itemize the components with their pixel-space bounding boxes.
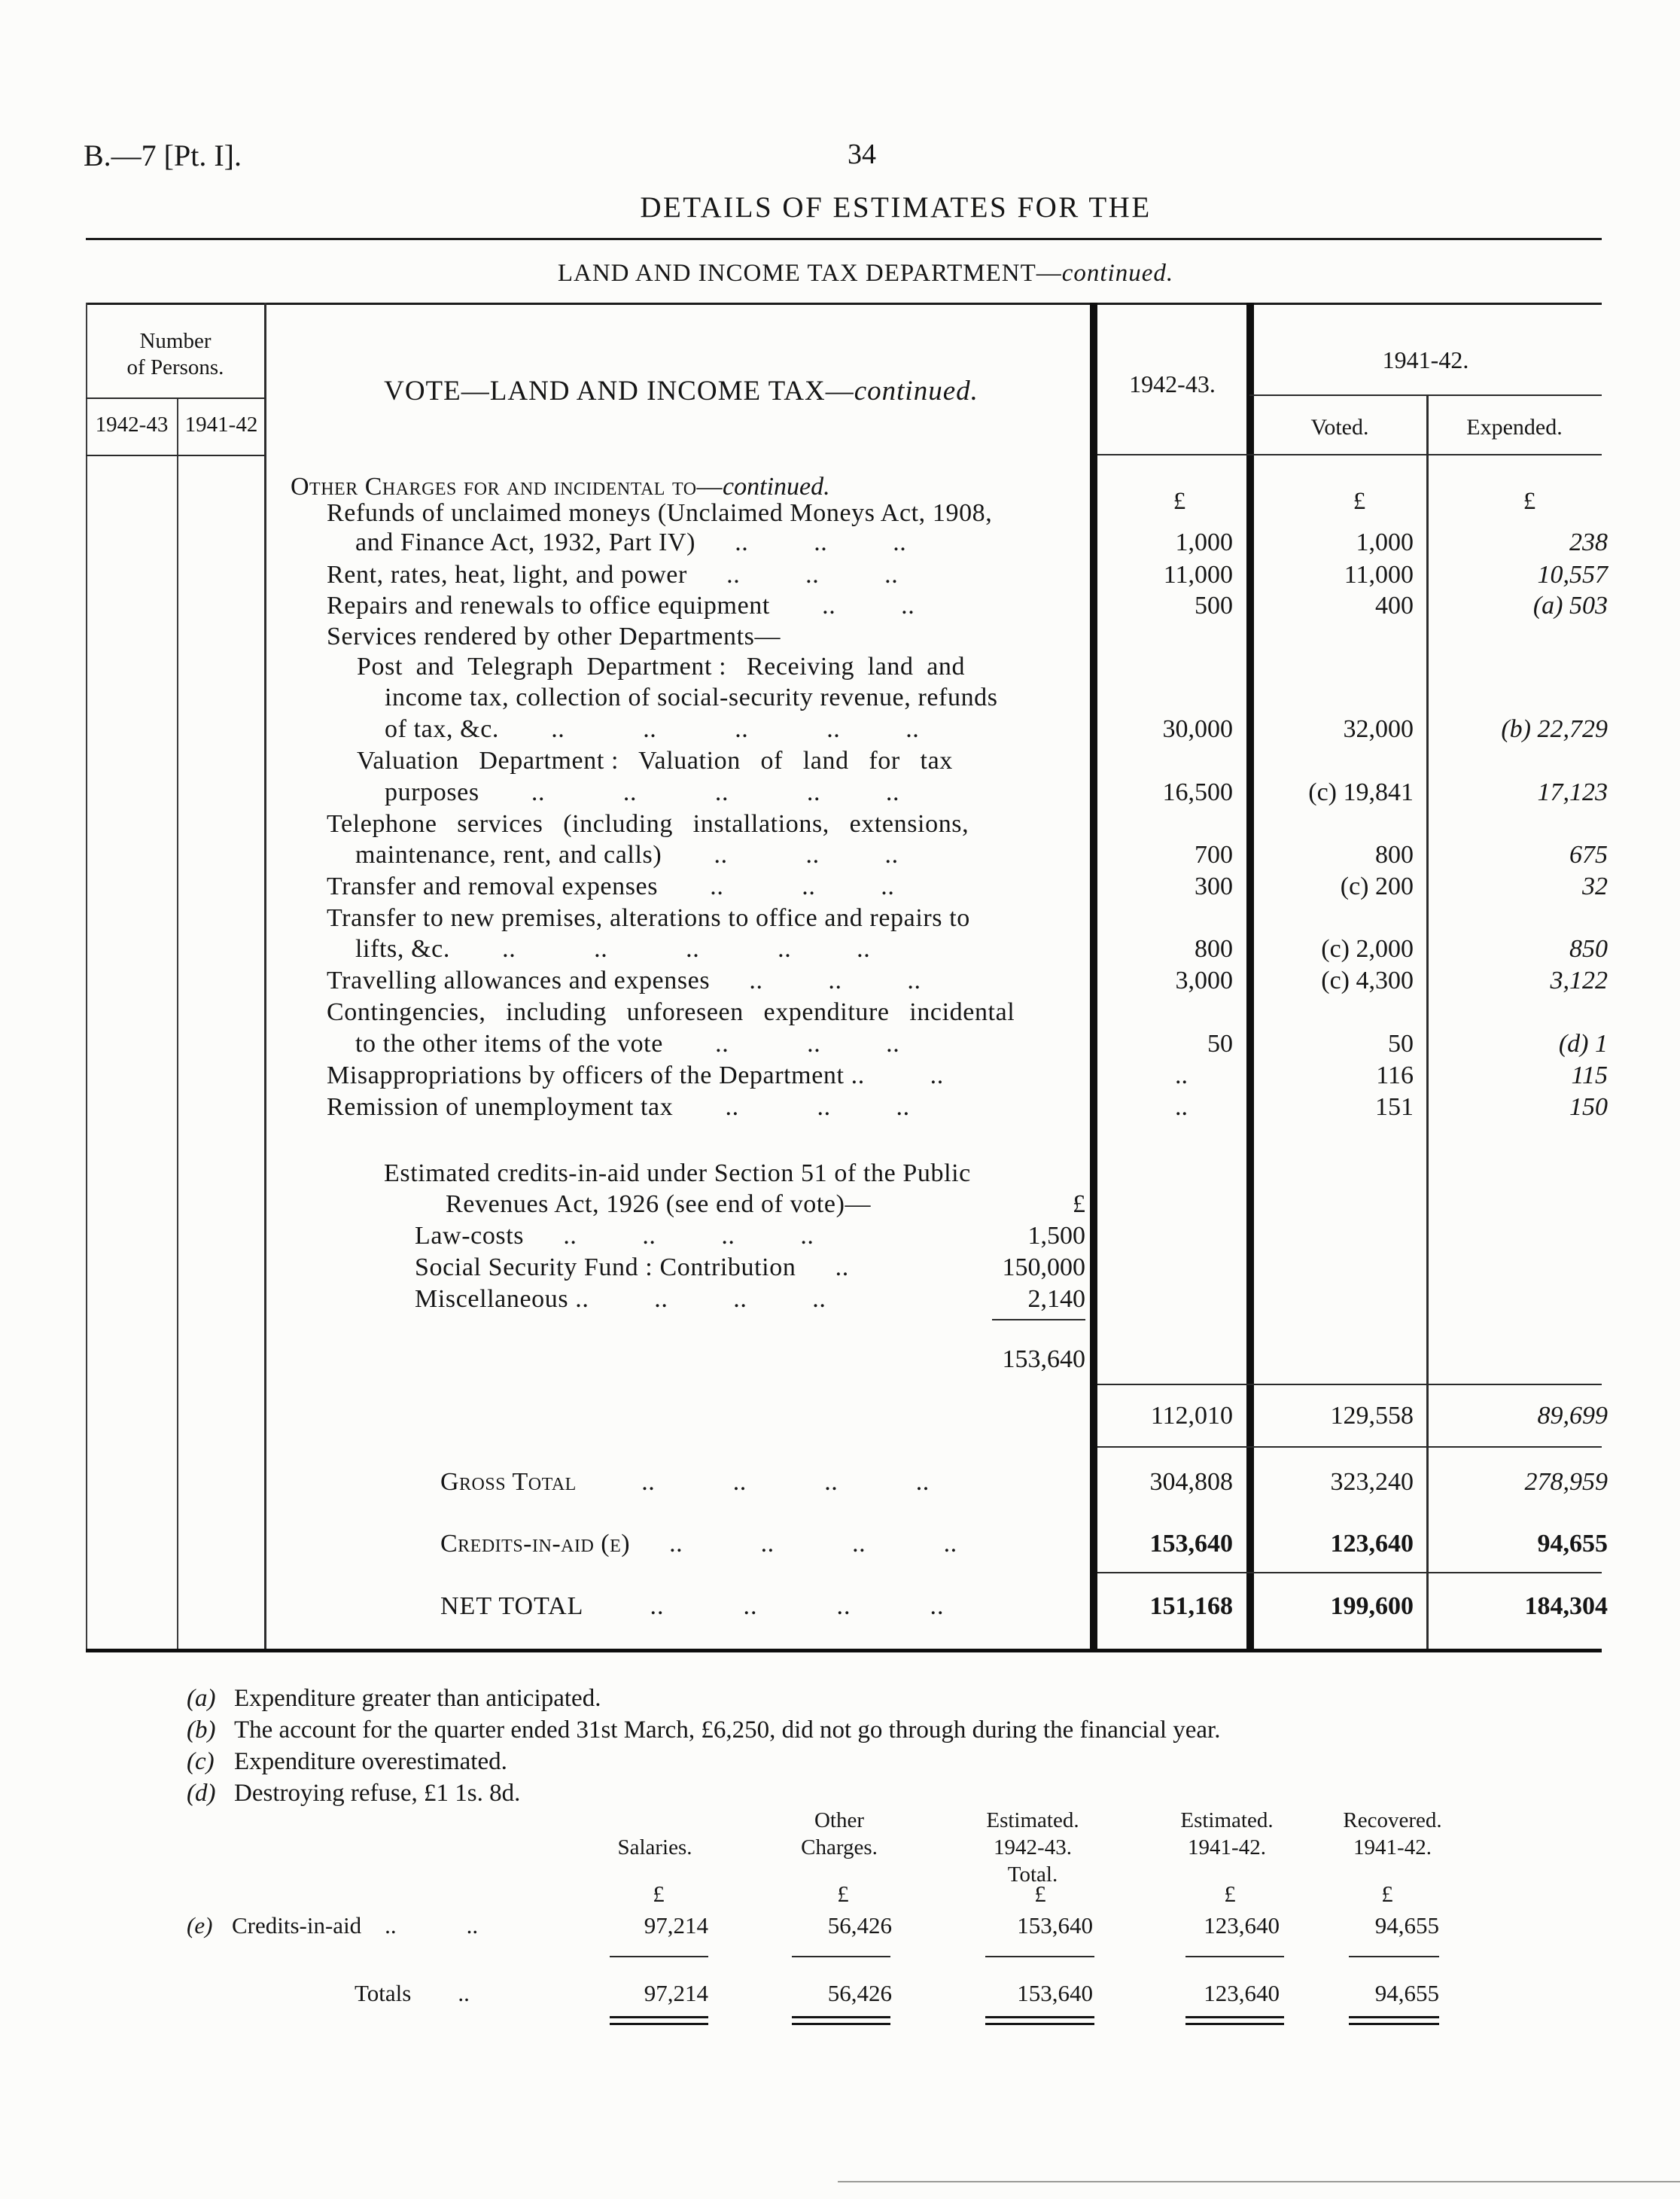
ft-value-other: 56,426: [827, 1912, 892, 1939]
amount-estimate: 500: [1195, 592, 1233, 620]
pound-sign-voted: £: [1353, 488, 1366, 515]
credits-block-heading-line2: Revenues Act, 1926 (see end of vote)—: [446, 1190, 872, 1218]
item-line: Contingencies, including unforeseen expenditure incidental: [327, 998, 1015, 1026]
page-number: 34: [848, 139, 876, 170]
footnote-marker: (b): [187, 1716, 216, 1744]
ft-value-est42: 153,640: [1017, 1912, 1093, 1939]
ft-header-estimated-1942: Estimated.: [986, 1808, 1079, 1832]
ft-total-recovered: 94,655: [1374, 1980, 1439, 2006]
ft-double-rule-salaries: [610, 2016, 708, 2025]
vote-title: [305, 375, 1058, 407]
ft-rule-salaries: [610, 1956, 708, 1957]
ft-rule-est42: [985, 1956, 1094, 1957]
persons-header-line1: Number: [139, 329, 212, 353]
credits-item-label: Social Security Fund : Contribution ..: [415, 1253, 849, 1281]
section-heading-text: Other Charges for and incidental to—: [291, 473, 723, 501]
amount-estimate: 11,000: [1163, 561, 1233, 589]
column-header-1941-42: 1941-42.: [1382, 346, 1469, 373]
item-line: Valuation Department : Valuation of land for tax: [357, 747, 953, 775]
item-line: Travelling allowances and expenses .. .. ..: [327, 967, 921, 994]
ft-rule-est41: [1185, 1956, 1284, 1957]
subtotal-rule-below: [1097, 1446, 1602, 1448]
amount-expended: 17,123: [1537, 778, 1608, 806]
ft-header-estimated-1941: Estimated.: [1180, 1808, 1274, 1832]
credits-block-heading-line1: Estimated credits-in-aid under Section 51 of the Public: [384, 1159, 971, 1187]
credits-item-value: 150,000: [1002, 1253, 1085, 1281]
amount-expended: (b) 22,729: [1501, 715, 1608, 743]
ft-pound-recovered: £: [1381, 1881, 1393, 1907]
net-total-voted: 199,600: [1330, 1592, 1414, 1620]
page-subtitle: [301, 260, 1430, 288]
gross-total-estimate: 304,808: [1149, 1468, 1233, 1496]
amount-voted: 800: [1375, 841, 1414, 869]
gross-total-label: Gross Total .. .. .. ..: [440, 1468, 930, 1496]
credits-in-aid-estimate: 153,640: [1149, 1530, 1233, 1558]
persons-description-divider: [264, 303, 266, 1651]
column-header-expended: Expended.: [1466, 415, 1563, 440]
amount-estimate-blank: ..: [1175, 1093, 1188, 1121]
item-line: Telephone services (including installations, extensions,: [327, 810, 969, 838]
footnote-text: The account for the quarter ended 31st March, £6,250, did not go through during the financial year.: [234, 1716, 1221, 1744]
credits-block-total: 153,640: [1002, 1345, 1085, 1373]
ft-rule-recovered: [1349, 1956, 1439, 1957]
amount-voted: (c) 2,000: [1321, 935, 1414, 963]
ft-row-marker: (e): [187, 1912, 213, 1939]
persons-years-rule: [86, 455, 265, 456]
ft-header-1942-43: 1942-43.: [994, 1835, 1072, 1859]
ft-header-total: Total.: [1007, 1862, 1058, 1887]
table-top-rule: [86, 303, 1602, 305]
amount-voted: (c) 4,300: [1321, 967, 1414, 994]
subtotal-voted: 129,558: [1330, 1402, 1414, 1430]
amount-expended: (d) 1: [1558, 1030, 1608, 1058]
ft-total-salaries: 97,214: [644, 1980, 708, 2006]
pound-sign-expended: £: [1523, 488, 1536, 515]
amount-estimate: 16,500: [1162, 778, 1233, 806]
item-line: and Finance Act, 1932, Part IV) .. .. ..: [355, 528, 907, 556]
amount-estimate-blank: ..: [1175, 1061, 1188, 1089]
ft-total-other: 56,426: [827, 1980, 892, 2006]
table-bottom-rule: [86, 1649, 1602, 1652]
item-line: Transfer to new premises, alterations to office and repairs to: [327, 904, 970, 932]
amount-voted: 116: [1376, 1061, 1414, 1089]
credits-sum-rule: [992, 1319, 1085, 1320]
item-line: Transfer and removal expenses .. .. ..: [327, 873, 895, 900]
credits-item-label: Law-costs .. .. .. ..: [415, 1222, 814, 1250]
amount-voted: 1,000: [1356, 528, 1414, 556]
ft-total-est41: 123,640: [1204, 1980, 1280, 2006]
item-line: Remission of unemployment tax .. .. ..: [327, 1093, 910, 1121]
footnote-text: Destroying refuse, £1 1s. 8d.: [234, 1780, 521, 1807]
footnote-marker: (d): [187, 1780, 216, 1807]
ft-header-other: Other: [814, 1808, 865, 1832]
ft-value-recovered: 94,655: [1374, 1912, 1439, 1939]
item-line: Services rendered by other Departments—: [327, 623, 781, 650]
pound-sign-credits-column: £: [1073, 1190, 1085, 1218]
persons-year-1942-43: 1942-43: [95, 413, 169, 437]
net-total-expended: 184,304: [1524, 1592, 1608, 1620]
amount-expended: 675: [1569, 841, 1608, 869]
rule-under-1941-42: [1249, 394, 1602, 396]
gross-total-voted: 323,240: [1330, 1468, 1414, 1496]
section-heading-continued: continued.: [723, 473, 830, 501]
table-left-border: [86, 303, 87, 1651]
ft-header-1941-42b: 1941-42.: [1353, 1835, 1432, 1859]
persons-header-rule: [86, 397, 265, 399]
credits-item-label: Miscellaneous .. .. .. ..: [415, 1285, 826, 1313]
amount-estimate: 300: [1195, 873, 1233, 900]
ft-pound-est42: £: [1034, 1881, 1046, 1907]
item-line: purposes .. .. .. .. ..: [385, 778, 900, 806]
amount-expended: 115: [1571, 1061, 1608, 1089]
ft-pound-other: £: [837, 1881, 849, 1907]
amount-voted: 32,000: [1343, 715, 1414, 743]
amount-expended: 32: [1582, 873, 1608, 900]
amount-estimate: 700: [1195, 841, 1233, 869]
persons-year-1941-42: 1941-42: [184, 413, 258, 437]
subtotal-rule-above: [1097, 1384, 1602, 1385]
ft-row-label: Credits-in-aid .. ..: [232, 1912, 479, 1939]
amount-expended: 850: [1569, 935, 1608, 963]
scan-artifact-line: [838, 2181, 1680, 2182]
footnote-text: Expenditure overestimated.: [234, 1748, 507, 1775]
item-line: Refunds of unclaimed moneys (Unclaimed Moneys Act, 1908,: [327, 499, 993, 527]
credits-in-aid-label: Credits-in-aid (e) .. .. .. ..: [440, 1530, 957, 1558]
amount-expended: 3,122: [1550, 967, 1608, 994]
item-line: of tax, &c. .. .. .. .. ..: [385, 715, 920, 743]
footnote-text: Expenditure greater than anticipated.: [234, 1685, 601, 1712]
pound-sign-estimate: £: [1173, 488, 1186, 515]
column-header-voted: Voted.: [1310, 415, 1369, 440]
column-header-1942-43: 1942-43.: [1129, 370, 1216, 397]
rule-under-voted-expended: [1097, 454, 1602, 455]
ft-value-est41: 123,640: [1204, 1912, 1280, 1939]
amount-estimate: 50: [1207, 1030, 1233, 1058]
vote-title-continued: continued.: [854, 376, 978, 407]
ft-total-est42: 153,640: [1017, 1980, 1093, 2006]
ft-pound-salaries: £: [653, 1881, 665, 1907]
amount-expended: 10,557: [1537, 561, 1608, 589]
amount-estimate: 1,000: [1175, 528, 1233, 556]
net-total-estimate: 151,168: [1149, 1592, 1233, 1620]
amount-estimate: 3,000: [1175, 967, 1233, 994]
item-line: lifts, &c. .. .. .. .. ..: [355, 935, 871, 963]
amount-expended: 150: [1569, 1093, 1608, 1121]
item-line: Misappropriations by officers of the Department .. ..: [327, 1061, 944, 1089]
amount-estimate: 30,000: [1162, 715, 1233, 743]
ft-double-rule-est42: [985, 2016, 1094, 2025]
ft-totals-label: Totals ..: [355, 1980, 470, 2006]
ft-value-salaries: 97,214: [644, 1912, 708, 1939]
item-line: maintenance, rent, and calls) .. .. ..: [355, 841, 899, 869]
vote-title-text: VOTE—LAND AND INCOME TAX—: [384, 376, 854, 407]
persons-header-line2: of Persons.: [126, 355, 224, 379]
rule-above-subtitle: [86, 238, 1602, 240]
page-title: DETAILS OF ESTIMATES FOR THE: [640, 191, 1152, 224]
amount-voted: (c) 200: [1340, 873, 1414, 900]
ft-double-rule-recovered: [1349, 2016, 1439, 2025]
ft-header-salaries: Salaries.: [617, 1835, 692, 1859]
amount-voted: 400: [1375, 592, 1414, 620]
credits-in-aid-expended: 94,655: [1537, 1530, 1608, 1558]
subtotal-estimate: 112,010: [1150, 1402, 1233, 1430]
ft-header-recovered: Recovered.: [1343, 1808, 1442, 1832]
credits-item-value: 1,500: [1027, 1222, 1085, 1250]
amount-estimate: 800: [1195, 935, 1233, 963]
item-line: Rent, rates, heat, light, and power .. .. ..: [327, 561, 899, 589]
page-subtitle-text: LAND AND INCOME TAX DEPARTMENT—: [557, 260, 1062, 287]
credits-item-value: 2,140: [1027, 1285, 1085, 1313]
ft-header-1941-42a: 1941-42.: [1188, 1835, 1266, 1859]
doc-ref: B.—7 [Pt. I].: [84, 139, 242, 172]
item-line: Post and Telegraph Department : Receiving land and: [357, 653, 966, 681]
ft-pound-est41: £: [1224, 1881, 1236, 1907]
amount-voted: 11,000: [1344, 561, 1414, 589]
item-line: income tax, collection of social-security revenue, refunds: [385, 684, 998, 711]
credits-in-aid-voted: 123,640: [1330, 1530, 1414, 1558]
subtotal-expended: 89,699: [1537, 1402, 1608, 1430]
item-line: Repairs and renewals to office equipment .. ..: [327, 592, 915, 620]
ft-double-rule-est41: [1185, 2016, 1284, 2025]
footnote-marker: (a): [187, 1685, 216, 1712]
net-total-label: NET TOTAL .. .. .. ..: [440, 1592, 945, 1620]
footnote-marker: (c): [187, 1748, 215, 1775]
section-heading: [291, 473, 830, 501]
ft-rule-other: [792, 1956, 890, 1957]
amount-voted: (c) 19,841: [1308, 778, 1414, 806]
persons-column-divider: [177, 397, 178, 1651]
amount-voted: 151: [1375, 1093, 1414, 1121]
amount-voted: 50: [1388, 1030, 1414, 1058]
amount-expended: 238: [1569, 528, 1608, 556]
net-total-rule-above: [1097, 1572, 1602, 1573]
page-subtitle-continued: continued.: [1061, 260, 1174, 287]
item-line: to the other items of the vote .. .. ..: [355, 1030, 900, 1058]
amount-expended: (a) 503: [1532, 592, 1608, 620]
ft-header-charges: Charges.: [801, 1835, 878, 1859]
ft-double-rule-other: [792, 2016, 890, 2025]
gross-total-expended: 278,959: [1524, 1468, 1608, 1496]
